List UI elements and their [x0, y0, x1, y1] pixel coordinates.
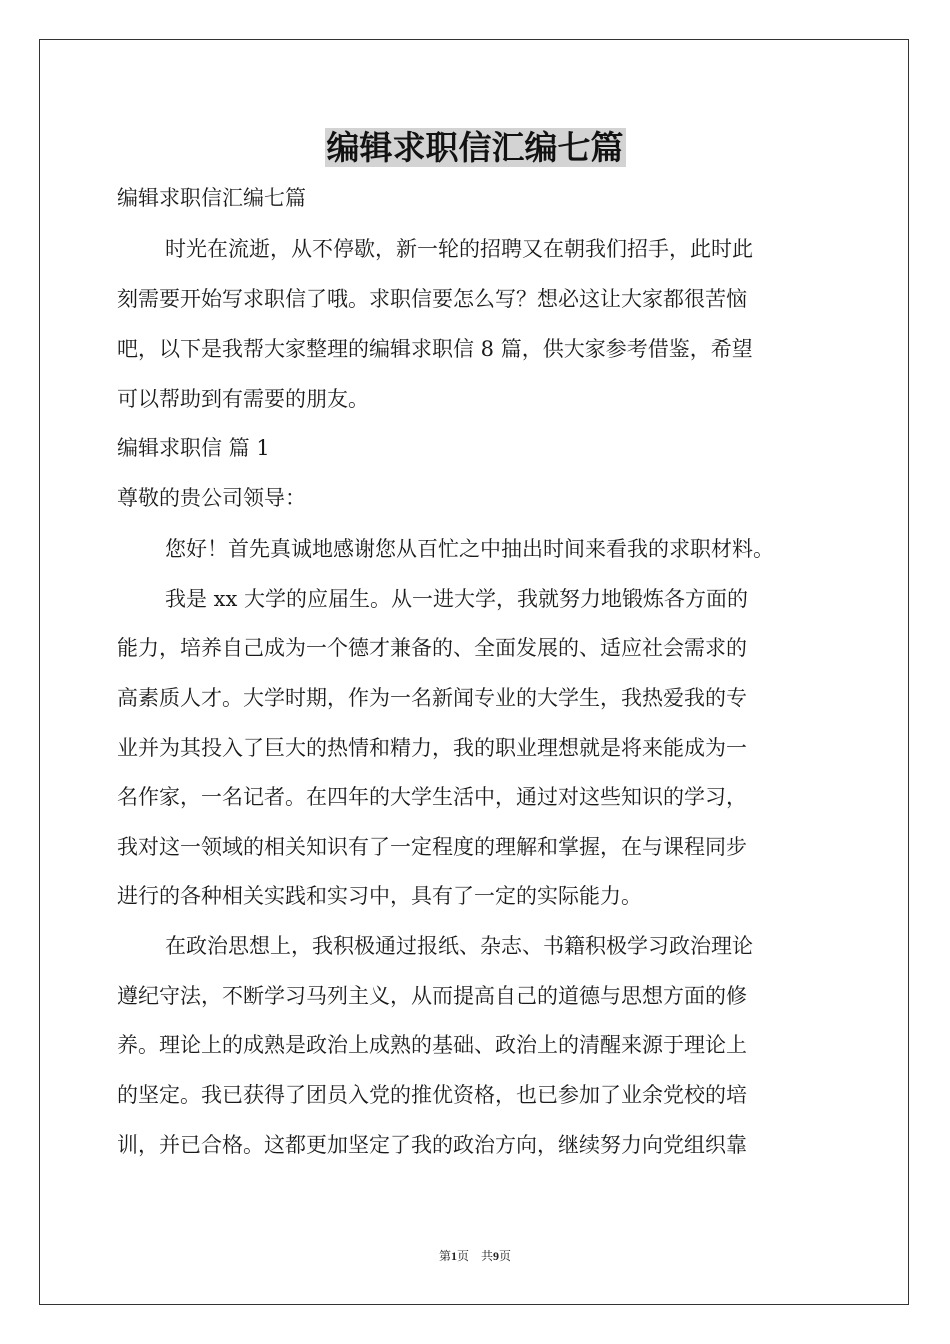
paragraph-line: 进行的各种相关实践和实习中，具有了一定的实际能力。: [117, 884, 642, 908]
paragraph-line: 养。理论上的成熟是政治上成熟的基础、政治上的清醒来源于理论上: [117, 1033, 747, 1057]
salutation: 尊敬的贵公司领导：: [117, 486, 306, 510]
page-border: [39, 39, 909, 1305]
intro-line: 吧，以下是我帮大家整理的编辑求职信 8 篇，供大家参考借鉴，希望: [117, 337, 753, 361]
greeting-line: 您好！首先真诚地感谢您从百忙之中抽出时间来看我的求职材料。: [165, 537, 774, 561]
document-subtitle: 编辑求职信汇编七篇: [117, 186, 306, 210]
document-title: [0, 124, 950, 172]
footer-mid: 页 共: [456, 1249, 493, 1263]
paragraph-line: 在政治思想上，我积极通过报纸、杂志、书籍积极学习政治理论: [165, 934, 753, 958]
paragraph-line: 高素质人才。大学时期，作为一名新闻专业的大学生，我热爱我的专: [117, 686, 747, 710]
footer-current-page: 1: [450, 1249, 457, 1263]
paragraph-line: 我是 xx 大学的应届生。从一进大学，我就努力地锻炼各方面的: [165, 587, 749, 611]
intro-line: 时光在流逝，从不停歇，新一轮的招聘又在朝我们招手，此时此: [165, 237, 753, 261]
paragraph-line: 训，并已合格。这都更加坚定了我的政治方向，继续努力向党组织靠: [117, 1133, 747, 1157]
paragraph-line: 遵纪守法，不断学习马列主义，从而提高自己的道德与思想方面的修: [117, 984, 747, 1008]
paragraph-line: 业并为其投入了巨大的热情和精力，我的职业理想就是将来能成为一: [117, 736, 747, 760]
paragraph-line: 的坚定。我已获得了团员入党的推优资格，也已参加了业余党校的培: [117, 1083, 747, 1107]
document-title-text: 编辑求职信汇编七篇: [326, 128, 624, 167]
paragraph-line: 能力，培养自己成为一个德才兼备的、全面发展的、适应社会需求的: [117, 636, 747, 660]
footer-total-pages: 9: [493, 1249, 499, 1263]
section-heading: 编辑求职信 篇 1: [117, 436, 270, 460]
paragraph-line: 名作家，一名记者。在四年的大学生活中，通过对这些知识的学习，: [117, 785, 747, 809]
footer-suffix: 页: [499, 1249, 512, 1263]
intro-line: 刻需要开始写求职信了哦。求职信要怎么写？想必这让大家都很苦恼: [117, 287, 747, 311]
intro-line: 可以帮助到有需要的朋友。: [117, 387, 369, 411]
footer-prefix: 第: [438, 1249, 451, 1263]
page-footer: [0, 1247, 950, 1264]
paragraph-line: 我对这一领域的相关知识有了一定程度的理解和掌握，在与课程同步: [117, 835, 747, 859]
